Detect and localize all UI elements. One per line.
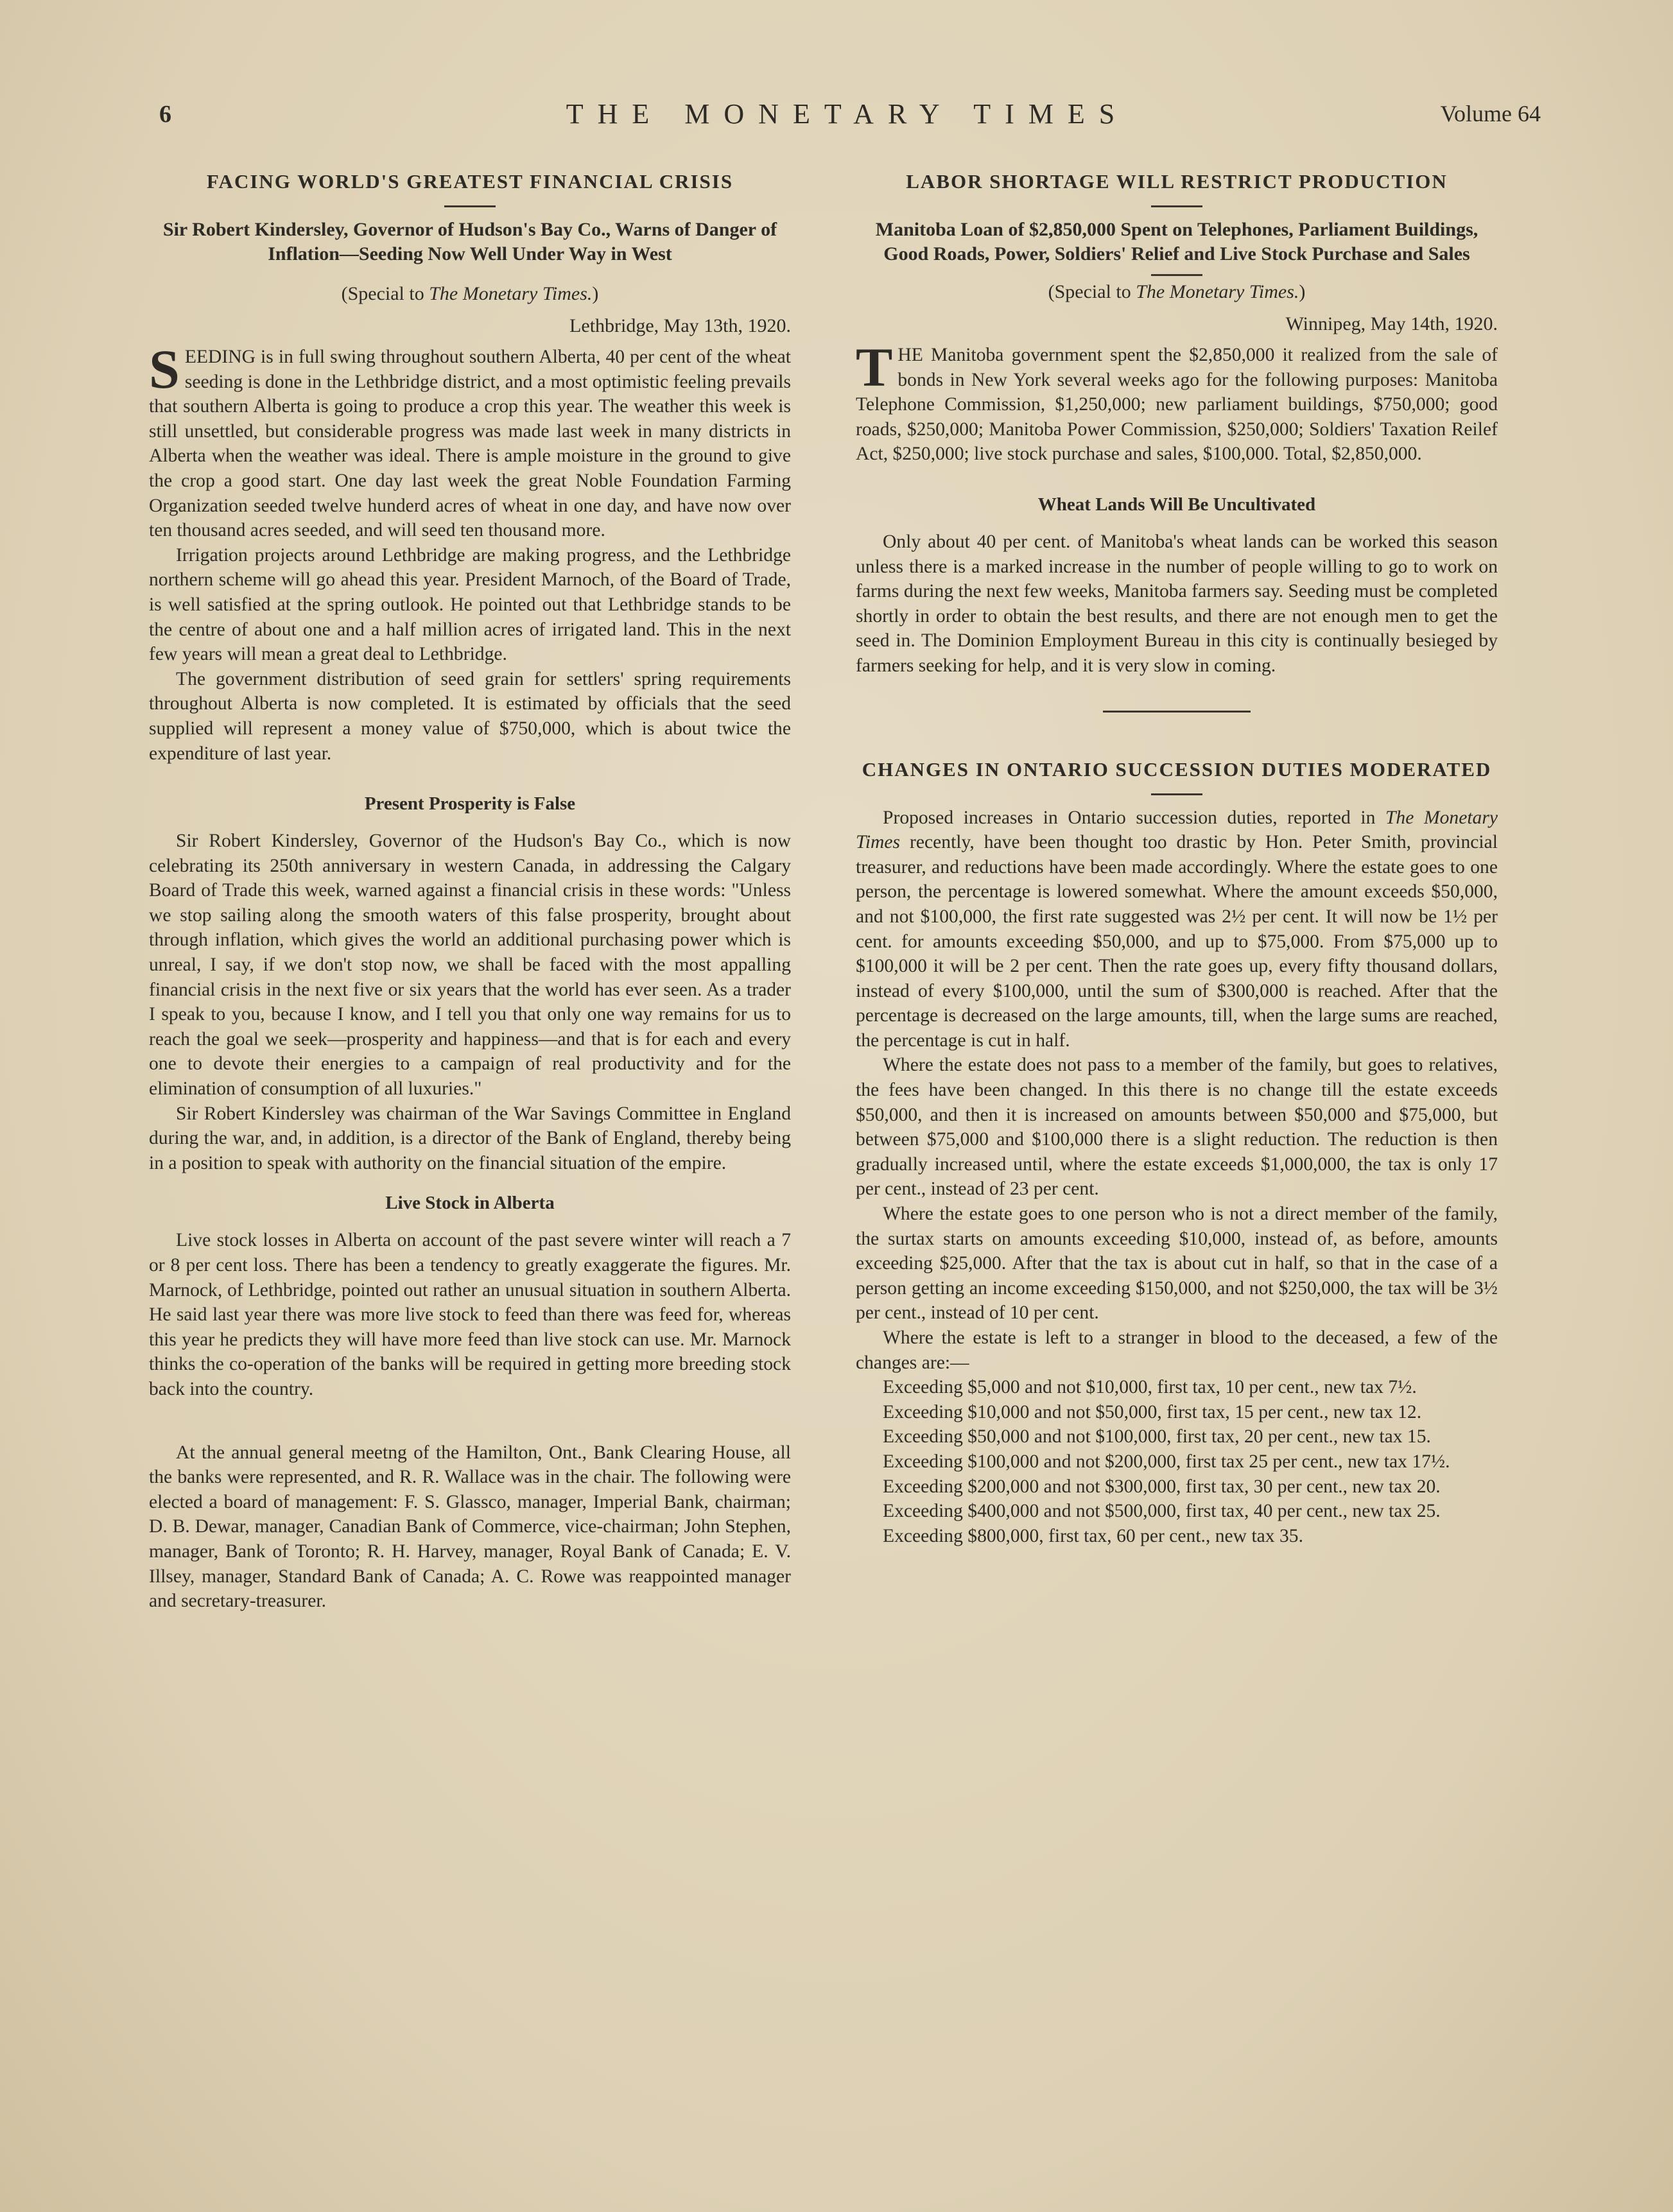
article-paragraph: Sir Robert Kindersley was chairman of the War Savings Committee in England during the war, and, in addition, is a director of the Bank of England, thereby being in a position to speak with authority on the financial situation of the empire. [149, 1103, 791, 1173]
section-heading: Live Stock in Alberta [385, 1193, 555, 1214]
rate-item: Exceeding $100,000 and not $200,000, first tax 25 per cent., new tax 17½. [883, 1451, 1450, 1472]
article-paragraph: Sir Robert Kindersley, Governor of the Hudson's Bay Co., which is now celebrating its 250th anniversary in western Canada, in addressing the Calgary Board of Trade this week, warned against a financial crisis in these words: "Unless we stop sailing along the smooth waters of this false prosperity, brought about through inflation, which gives the world an additional purchasing power which is unreal, I say, if we don't stop now, we shall be faced with the most appalling financial crisis in the next five or six years that the world has ever seen. As a trader I speak to you, because I know, and I tell you that only one way remains for us to reach the goal we seek—prosperity and happiness—and that is for each and every one to devote their energies to a campaign of real productivity and for the elimination of consumption of all luxuries." [149, 831, 791, 1100]
special-credit: (Special to The Monetary Times.) [1048, 281, 1306, 302]
article-paragraph: Live stock losses in Alberta on account of the past severe winter will reach a 7 or 8 per cent loss. There has been a tendency to greatly exaggerate the figures. Mr. Marnock, of Lethbridge, pointed out rather an unusual situation in southern Alberta. He said last year there was more live stock to feed than there was feed for, whereas this year he predicts they will have more feed than live stock can use. Mr. Marnock thinks the co-operation of the banks will be required in getting more breeding stock back into the country. [149, 1230, 791, 1399]
page-number: 6 [159, 101, 171, 128]
right-column [856, 166, 1498, 1548]
article-subhead: Manitoba Loan of $2,850,000 Spent on Telephones, Parliament Buildings, Good Roads, Power, Soldiers' Relief and Live Stock Purchase and Sales [875, 219, 1478, 264]
rate-item: Exceeding $200,000 and not $300,000, first tax, 30 per cent., new tax 20. [883, 1476, 1441, 1497]
article-paragraph: THE Manitoba government spent the $2,850,000 it realized from the sale of bonds in New York several weeks ago for the following purposes: Manitoba Telephone Commission, $1,250,000; new parliament buildings, $750,000; good roads, $250,000; Manitoba Power Commission, $250,000; Soldiers' Taxation Reilef Act, $250,000; live stock purchase and sales, $100,000. Total, $2,850,000. [856, 336, 1498, 465]
section-divider [1103, 711, 1251, 713]
rate-item: Exceeding $400,000 and not $500,000, first tax, 40 per cent., new tax 25. [883, 1501, 1441, 1522]
special-credit: (Special to The Monetary Times.) [341, 283, 599, 304]
article-headline: FACING WORLD'S GREATEST FINANCIAL CRISIS [206, 170, 734, 193]
drop-cap: T [856, 336, 893, 398]
article-paragraph: Only about 40 per cent. of Manitoba's wheat lands can be worked this season unless there is a marked increase in the number of people willing to go to work on farms during the next few weeks, Manitoba farmers say. Seeding must be completed shortly in order to obtain the best results, and there are not enough men to get the seed in. The Dominion Employment Bureau in this city is continually besieged by farmers seeking for help, and it is very slow in coming. [856, 531, 1498, 676]
divider [444, 205, 496, 207]
article-subhead: Sir Robert Kindersley, Governor of Hudson's Bay Co., Warns of Danger of Inflation—Seeding Now Well Under Way in West [162, 219, 777, 264]
article-paragraph: Proposed increases in Ontario succession duties, reported in The Monetary Times recently, have been thought too drastic by Hon. Peter Smith, provincial treasurer, and reductions have been made accordingly. Where the estate goes to one person, the percentage is lowered somewhat. Where the amount exceeds $50,000, and not $100,000, the first rate suggested was 2½ per cent. It will now be 1½ per cent. for amounts exceeding $50,000, and up to $75,000. From $75,000 up to $100,000 it will be 2 per cent. Then the rate goes up, every fifty thousand dollars, instead of every $100,000, until the sum of $300,000 is reached. After that the percentage is decreased on the large amounts, till, when the large sums are reached, the percentage is cut in half. [856, 807, 1498, 1051]
rate-item: Exceeding $800,000, first tax, 60 per cent., new tax 35. [883, 1525, 1303, 1546]
section-heading: Present Prosperity is False [364, 793, 576, 815]
rate-item: Exceeding $10,000 and not $50,000, first tax, 15 per cent., new tax 12. [883, 1401, 1422, 1422]
drop-cap: S [149, 338, 180, 400]
article-paragraph: Irrigation projects around Lethbridge are making progress, and the Lethbridge northern scheme will go ahead this year. President Marnoch, of the Board of Trade, is well satisfied at the spring outlook. He pointed out that Lethbridge stands to be the centre of about one and a half million acres of irrigated land. This in the next few years will mean a great deal to Lethbridge. [149, 544, 791, 665]
rate-item: Exceeding $5,000 and not $10,000, first tax, 10 per cent., new tax 7½. [883, 1377, 1417, 1398]
dateline: Lethbridge, May 13th, 1920. [569, 315, 791, 336]
article-paragraph: SEEDING is in full swing throughout southern Alberta, 40 per cent of the wheat seeding is done in the Lethbridge district, and a most optimistic feeling prevails that southern Alberta is going to produce a crop this year. The weather this week is still unsettled, but considerable progress was made last week in many districts in Alberta when the weather was ideal. There is ample moisture in the ground to give the crop a good start. One day last week the great Noble Foundation Farming Organization seeded twelve hunderd acres of wheat in one day, and have now over ten thousand acres seeded, and will seed ten thousand more. [149, 338, 791, 541]
divider [1151, 793, 1202, 795]
article-paragraph: Where the estate is left to a stranger in blood to the deceased, a few of the changes are:— [856, 1327, 1498, 1373]
dateline: Winnipeg, May 14th, 1920. [1285, 313, 1498, 334]
article-headline: LABOR SHORTAGE WILL RESTRICT PRODUCTION [906, 170, 1448, 193]
masthead: THE MONETARY TIMES [566, 98, 1129, 130]
article-paragraph: Where the estate goes to one person who is not a direct member of the family, the surtax starts on amounts exceeding $10,000, instead of, as before, amounts exceeding $25,000. After that the tax is about cut in half, so that in the case of a person getting an income exceeding $150,000, and not $250,000, the tax will be 3½ per cent., instead of 10 per cent. [856, 1204, 1498, 1324]
running-header [154, 96, 1541, 135]
article-paragraph: At the annual general meetng of the Hamilton, Ont., Bank Clearing House, all the banks were represented, and R. R. Wallace was in the chair. The following were elected a board of management: F. S. Glassco, manager, Imperial Bank, chairman; D. B. Dewar, manager, Canadian Bank of Commerce, vice-chairman; John Stephen, manager, Bank of Toronto; R. H. Harvey, manager, Royal Bank of Canada; E. V. Illsey, manager, Standard Bank of Canada; A. C. Rowe was reappointed manager and secretary-treasurer. [149, 1442, 791, 1612]
article-headline: CHANGES IN ONTARIO SUCCESSION DUTIES MODERATED [862, 757, 1492, 781]
volume-label: Volume 64 [1440, 101, 1541, 126]
divider [1151, 274, 1202, 276]
left-column [149, 166, 791, 1614]
divider [1151, 205, 1202, 207]
article-paragraph: Where the estate does not pass to a member of the family, but goes to relatives, the fees have been changed. In this there is no change till the estate exceeds $50,000, and then it is increased on amounts between $50,000 and $75,000, but between $75,000 and $100,000 there is a slight reduction. The reduction is then gradually increased until, where the estate exceeds $1,000,000, the tax is only 17 per cent., instead of 23 per cent. [856, 1055, 1498, 1200]
section-heading: Wheat Lands Will Be Uncultivated [1037, 494, 1316, 515]
rate-item: Exceeding $50,000 and not $100,000, first tax, 20 per cent., new tax 15. [883, 1426, 1431, 1447]
article-paragraph: The government distribution of seed grain for settlers' spring requirements throughout Alberta is now completed. It is estimated by officials that the seed supplied will represent a money value of $750,000, which is about twice the expenditure of last year. [149, 668, 791, 764]
